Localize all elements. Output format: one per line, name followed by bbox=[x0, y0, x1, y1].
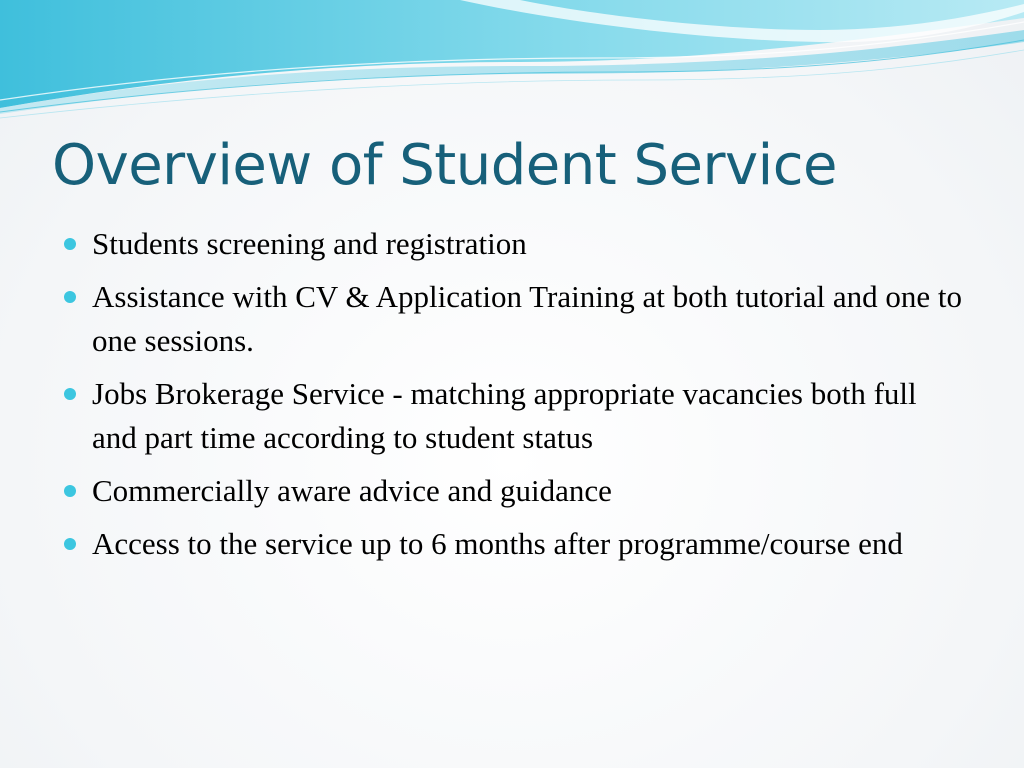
bullet-item bbox=[62, 372, 962, 460]
bullet-item bbox=[62, 275, 962, 363]
bullet-dot-icon bbox=[64, 291, 76, 303]
bullet-text: Jobs Brokerage Service - matching appropriate vacancies both full and part time according to student status bbox=[92, 376, 917, 455]
bullet-dot-icon bbox=[64, 538, 76, 550]
bullet-list bbox=[62, 222, 962, 575]
bullet-item bbox=[62, 522, 962, 566]
bullet-text: Commercially aware advice and guidance bbox=[92, 473, 612, 508]
decorative-wave-header bbox=[0, 0, 1024, 130]
bullet-text: Assistance with CV & Application Training at both tutorial and one to one sessions. bbox=[92, 279, 962, 358]
bullet-item bbox=[62, 222, 962, 266]
bullet-dot-icon bbox=[64, 238, 76, 250]
bullet-dot-icon bbox=[64, 485, 76, 497]
bullet-text: Access to the service up to 6 months after programme/course end bbox=[92, 526, 903, 561]
bullet-item bbox=[62, 469, 962, 513]
bullet-dot-icon bbox=[64, 388, 76, 400]
bullet-text: Students screening and registration bbox=[92, 226, 527, 261]
slide-title: Overview of Student Service bbox=[52, 133, 837, 198]
